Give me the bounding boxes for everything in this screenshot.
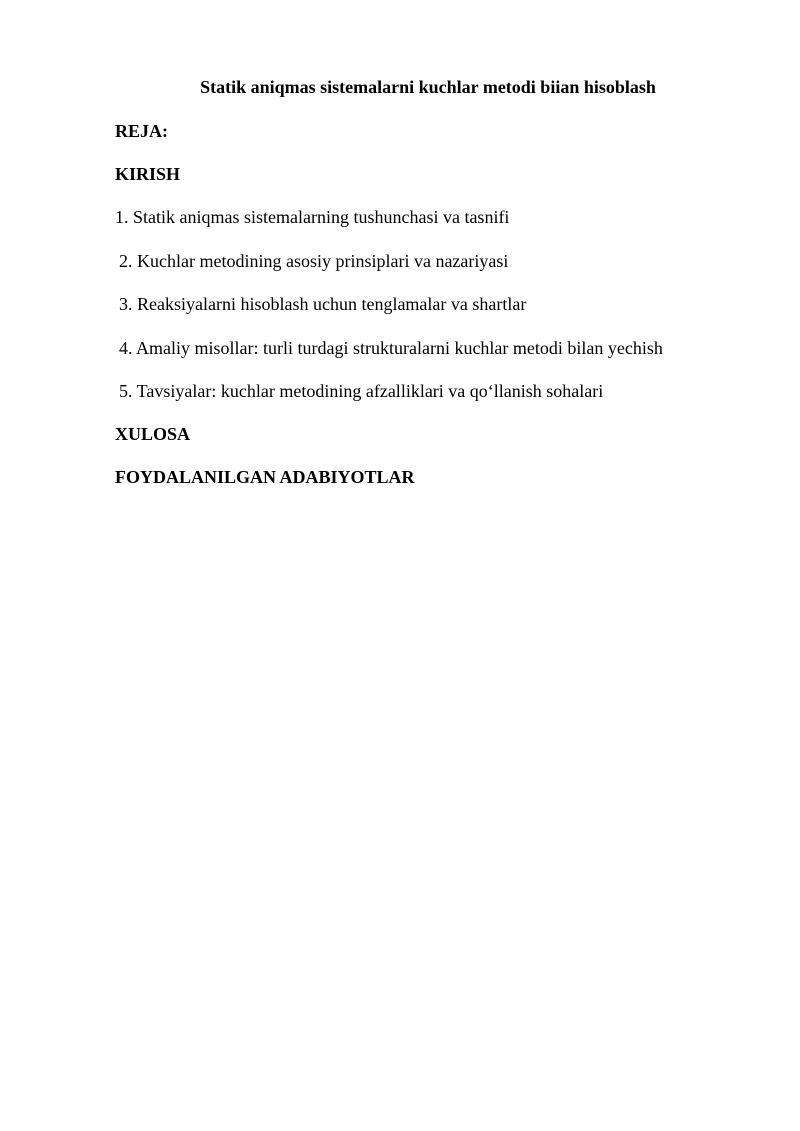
plan-item-5: 5. Tavsiyalar: kuchlar metodining afzalliklari va qo‘llanish sohalari [119,381,604,401]
plan-item-4: 4. Amaliy misollar: turli turdagi strukturalarni kuchlar metodi bilan yechish [119,338,663,358]
plan-heading: REJA: [115,121,168,141]
plan-item-3: 3. Reaksiyalarni hisoblash uchun tenglamalar va shartlar [119,294,527,314]
conclusion-heading: XULOSA [115,424,191,444]
document-title: Statik aniqmas sistemalarni kuchlar metodi biian hisoblash [200,77,656,97]
intro-heading: KIRISH [115,164,181,184]
plan-item-1: 1. Statik aniqmas sistemalarning tushunchasi va tasnifi [115,207,510,227]
references-heading: FOYDALANILGAN ADABIYOTLAR [115,467,415,487]
plan-item-2: 2. Kuchlar metodining asosiy prinsiplari va nazariyasi [119,251,509,271]
